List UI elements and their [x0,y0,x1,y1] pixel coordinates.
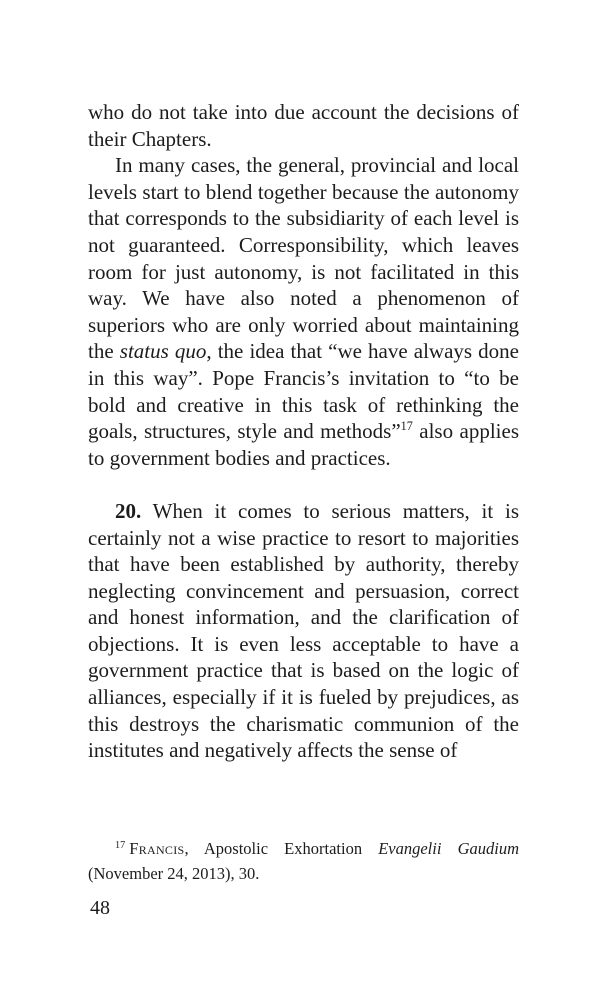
body-text-block [88,99,519,764]
footnote-marker-17: 17 [115,839,126,851]
footnote-reference-17: 17 [400,419,413,434]
paragraph-text: also applies to government bodies and practices. [88,419,519,470]
paragraph-many-cases [88,152,519,471]
footnote [88,836,519,886]
section-number: 20. [115,498,142,523]
page-number: 48 [90,897,110,919]
italic-phrase-status-quo: status quo [119,339,207,364]
footnote-text: , Apostolic Exhortation [184,839,379,858]
footnote-text: (November 24, 2013), 30. [88,864,260,883]
paragraph-text: In many cases, the general, provincial and local levels start to blend together because the autonomy that corresponds to the subsidiarity of each level is not guaranteed. Corresponsibility, which leaves room for just autonomy, is not facilitated in this way. We have also noted a phenomenon of superiors who are only worried about maintaining the [88,153,519,364]
paragraph-text: When it comes to serious matters, it is certainly not a wise practice to resort to majorities that have been established by authority, thereby neglecting convincement and persuasion, correct and honest information, and the clarification of objections. It is even less acceptable to have a government practice that is based on the logic of alliances, especially if it is fueled by prejudices, as this destroys the charismatic communion of the institutes and negatively affects the sense of [88,498,519,763]
footnote-author: Francis [129,839,185,858]
paragraph-text: , the idea that “we have always done in this way”. Pope Francis’s invitation to “to be bold and creative in this task of rethinking the goals, structures, style and methods” [88,339,519,444]
paragraph-continuation [88,99,519,152]
footnote-work-title: Evangelii Gaudium [378,839,519,858]
paragraph-section-20 [88,498,519,764]
paragraph-text: who do not take into due account the decisions of their Chapters. [88,100,519,151]
